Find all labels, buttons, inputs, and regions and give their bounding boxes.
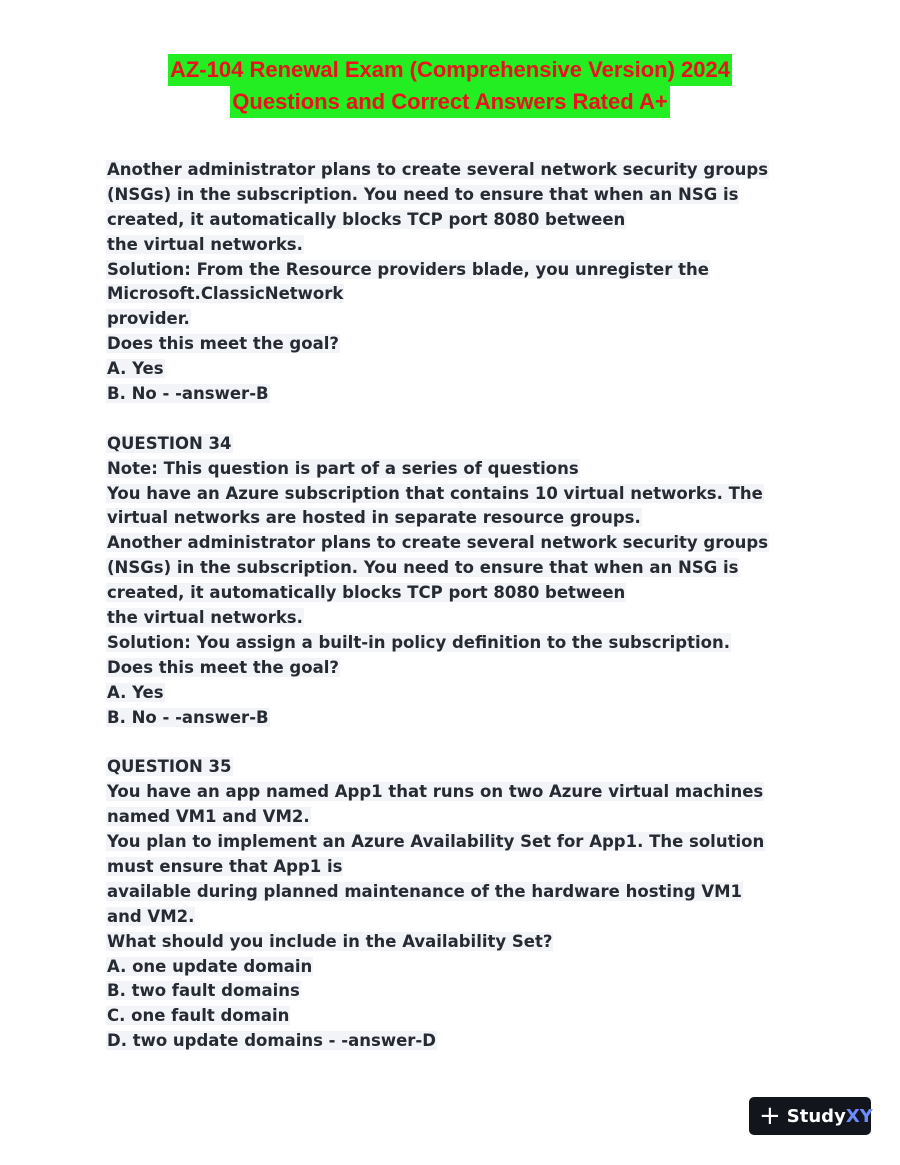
text-line-content: named VM1 and VM2. (107, 807, 310, 827)
text-line (106, 905, 806, 930)
text-line (106, 556, 806, 581)
text-line (106, 979, 806, 1004)
text-line (106, 208, 806, 233)
text-line-content: A. one update domain (107, 956, 313, 976)
text-line-content: Does this meet the goal? (107, 334, 339, 354)
text-line-content: Note: This question is part of a series of questions (107, 458, 579, 478)
text-line (106, 183, 806, 208)
text-line-content: Another administrator plans to create several network security groups (107, 160, 769, 179)
text-line (106, 457, 806, 482)
text-line-content: must ensure that App1 is (107, 856, 343, 876)
text-line (106, 332, 806, 357)
text-line-content: the virtual networks. (107, 234, 303, 254)
text-line (106, 631, 806, 656)
text-line (106, 382, 806, 407)
logo-text-main: Study (786, 1105, 846, 1127)
text-line-content: Another administrator plans to create several network security groups (107, 533, 769, 553)
text-line-content: A. Yes (107, 359, 164, 379)
text-line (106, 432, 806, 457)
text-line-content: Solution: From the Resource providers blade, you unregister the (107, 259, 709, 279)
text-line-content: available during planned maintenance of the hardware hosting VM1 (107, 881, 743, 901)
text-line (106, 282, 806, 307)
text-line (106, 1029, 806, 1054)
text-line-content: D. two update domains - -answer-D (107, 1031, 436, 1051)
plus-icon: + (759, 1101, 781, 1131)
text-line (106, 681, 806, 706)
title-line-2: Questions and Correct Answers Rated A+ (230, 86, 669, 118)
text-line (106, 581, 806, 606)
text-line-content: B. No - -answer-B (107, 384, 269, 404)
text-line (106, 482, 806, 507)
text-line (106, 755, 806, 780)
text-line-content: B. two fault domains (107, 981, 300, 1001)
text-line (106, 830, 806, 855)
text-line (106, 656, 806, 681)
blank-line (106, 730, 806, 755)
logo-text-accent: XY (845, 1105, 873, 1127)
text-line-content: You plan to implement an Azure Availability Set for App1. The solution (107, 832, 765, 852)
text-line (106, 930, 806, 955)
text-line (106, 506, 806, 531)
text-line (106, 158, 806, 183)
studyxy-logo (749, 1097, 871, 1135)
text-line (106, 855, 806, 880)
text-line-content: provider. (107, 309, 190, 329)
text-line (106, 780, 806, 805)
text-line (106, 706, 806, 731)
text-line-content: What should you include in the Availability Set? (107, 931, 553, 951)
text-line-content: QUESTION 34 (107, 433, 232, 453)
text-line-content: (NSGs) in the subscription. You need to ensure that when an NSG is (107, 558, 739, 578)
text-line-content: Does this meet the goal? (107, 657, 339, 677)
document-body (106, 158, 806, 1054)
text-line-content: and VM2. (107, 906, 195, 926)
text-line (106, 233, 806, 258)
text-line-content: B. No - -answer-B (107, 707, 269, 727)
text-line-content: virtual networks are hosted in separate resource groups. (107, 508, 641, 528)
text-line (106, 258, 806, 283)
text-line (106, 531, 806, 556)
text-line-content: the virtual networks. (107, 608, 303, 628)
blank-line (106, 407, 806, 432)
text-line-content: Solution: You assign a built-in policy definition to the subscription. (107, 632, 730, 652)
text-line (106, 606, 806, 631)
text-line-content: You have an Azure subscription that contains 10 virtual networks. The (107, 483, 763, 503)
text-line (106, 955, 806, 980)
text-line-content: QUESTION 35 (107, 757, 232, 777)
text-line-content: You have an app named App1 that runs on two Azure virtual machines (107, 782, 764, 802)
text-line-content: created, it automatically blocks TCP port 8080 between (107, 583, 626, 603)
text-line (106, 1004, 806, 1029)
text-line (106, 805, 806, 830)
text-line-content: A. Yes (107, 682, 164, 702)
text-line-content: created, it automatically blocks TCP port 8080 between (107, 209, 626, 229)
text-line (106, 307, 806, 332)
text-line-content: (NSGs) in the subscription. You need to ensure that when an NSG is (107, 184, 739, 204)
text-line-content: Microsoft.ClassicNetwork (107, 284, 344, 304)
title-line-1: AZ-104 Renewal Exam (Comprehensive Version) 2024 (168, 54, 732, 86)
text-line (106, 357, 806, 382)
text-line (106, 880, 806, 905)
text-line-content: C. one fault domain (107, 1006, 290, 1026)
document-title (0, 54, 900, 118)
